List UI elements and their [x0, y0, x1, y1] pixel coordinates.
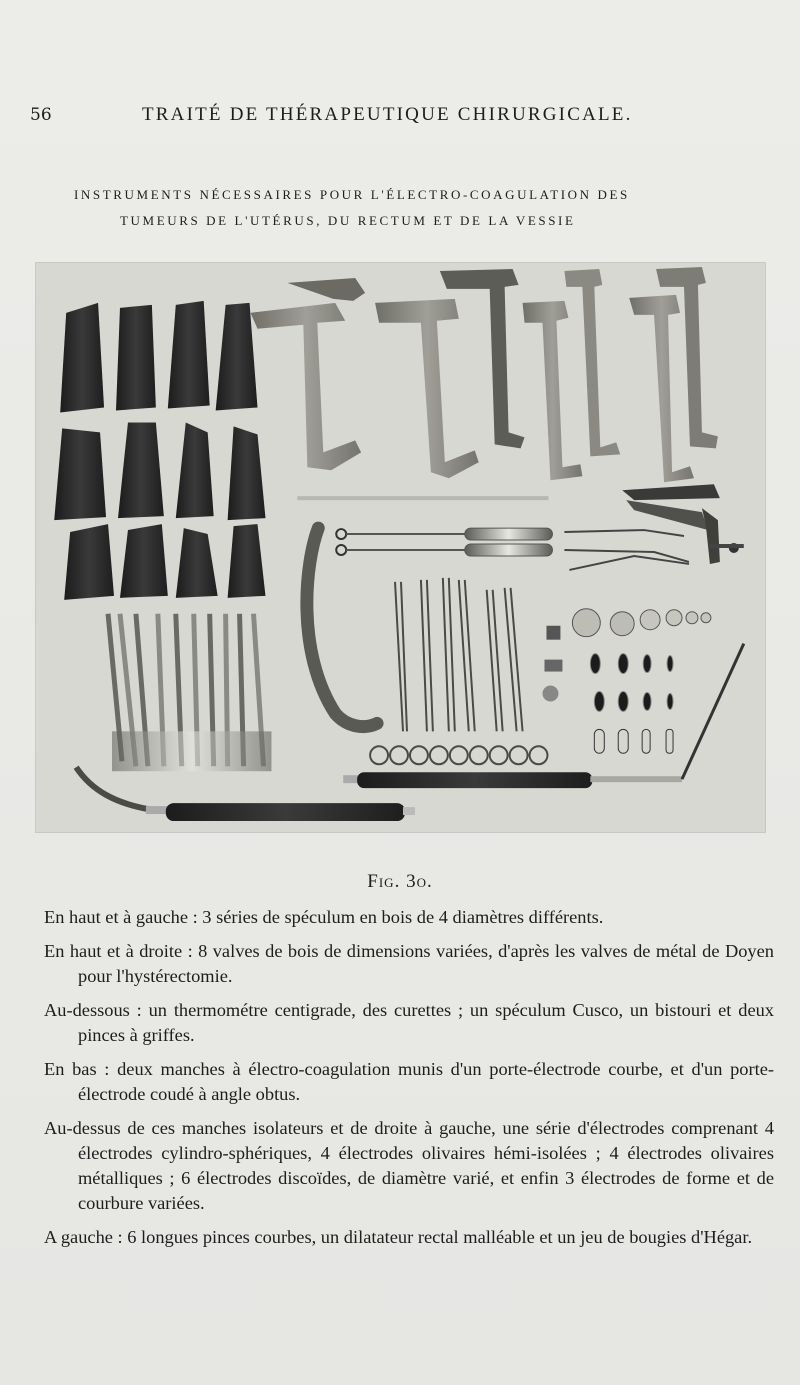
- page-header: [30, 104, 770, 126]
- speculum-row-2: [54, 422, 265, 520]
- figure-label: Fig. 3o.: [367, 871, 433, 892]
- caption-line-1: INSTRUMENTS NÉCESSAIRES POUR L'ÉLECTRO-COAGULATION DES: [74, 187, 630, 202]
- bistouri-and-forceps: [564, 530, 689, 570]
- instruments-illustration: [36, 263, 765, 832]
- instrument-photograph: [35, 262, 766, 833]
- curettes: [336, 528, 552, 556]
- electrodes: [543, 609, 711, 753]
- figure-caption: [74, 182, 734, 234]
- running-title: TRAITÉ DE THÉRAPEUTIQUE CHIRURGICALE.: [142, 104, 633, 125]
- figure-description: [44, 905, 774, 1259]
- hegar-bougies: [108, 614, 271, 771]
- speculum-row-1: [60, 301, 257, 413]
- rectal-dilator: [307, 528, 377, 726]
- wooden-valves: [251, 267, 718, 482]
- wooden-specula: [54, 301, 265, 600]
- speculum-row-3: [64, 524, 265, 600]
- page-number: 56: [30, 105, 52, 125]
- description-paragraph: En haut et à droite : 8 valves de bois de dimensions variées, d'après les valves de métal de Doyen pour l'hystérectomie.: [44, 941, 774, 986]
- caption-line-2: TUMEURS DE L'UTÉRUS, DU RECTUM ET DE LA VESSIE: [120, 213, 576, 228]
- description-paragraph: Au-dessus de ces manches isolateurs et de droite à gauche, une série d'électrodes comprenant 4 électrodes cylindro-sphériques, 4 électrodes olivaires hémi-isolées ; 4 électrodes olivaires métalliques ; 6 électrodes discoïdes, de diamètre varié, et enfin 3 électrodes de forme et de courbure variées.: [44, 1118, 774, 1213]
- description-paragraph: En haut et à gauche : 3 séries de spéculum en bois de 4 diamètres différents.: [44, 907, 604, 927]
- description-paragraph: En bas : deux manches à électro-coagulation munis d'un porte-électrode courbe, et d'un porte-électrode coudé à angle obtus.: [44, 1059, 774, 1104]
- description-paragraph: Au-dessous : un thermométre centigrade, des curettes ; un spéculum Cusco, un bistouri et deux pinces à griffes.: [44, 1000, 774, 1045]
- thermometer: [297, 496, 548, 500]
- long-curved-forceps: [370, 578, 547, 764]
- description-paragraph: A gauche : 6 longues pinces courbes, un dilatateur rectal malléable et un jeu de bougies d'Hégar.: [44, 1227, 753, 1247]
